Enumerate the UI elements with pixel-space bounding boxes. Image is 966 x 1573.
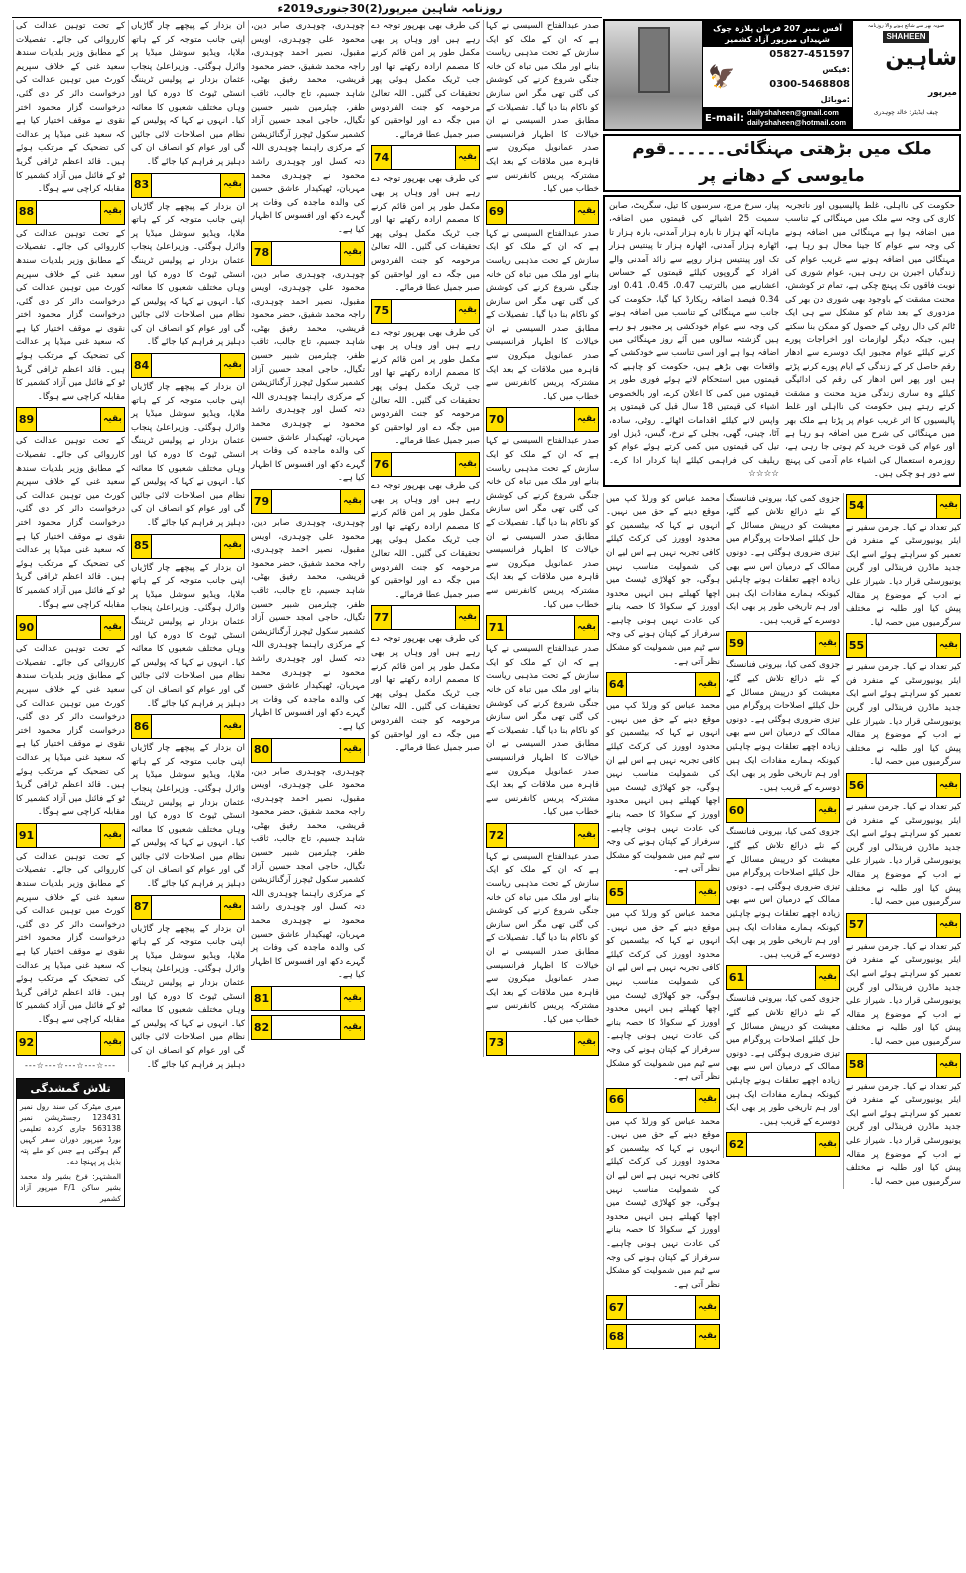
continued-label: بقیہ [455, 300, 479, 323]
continued-label: بقیہ [220, 715, 244, 738]
continued-box [606, 672, 720, 697]
office-address: آفس نمبر 207 فرمان پلازہ چوک شہیداں میرپور آزاد کشمیر [703, 21, 852, 47]
continued-box [131, 353, 245, 378]
article-paragraph: چوہدری، چوہدری صابر دین، محمود علی چوہدری، اویس مقبول، نصیر احمد چوہدری، راجہ محمد شفیق، حضر محمود قریشی، محمد رفیق بھٹی، شاہد جسیم، تاج جالب، ثاقب ظفر، چیئرمین شبیر حسین تگیال، حاجی امجد حسین آزاد کشمیر سکول ٹیچرز آرگنائزیشن کے مرکزی راہنما چوہدری اللہ دتہ کسل اور چوہدری راشد محمود نے چوہدری محمد مہربان، ٹھیکیدار عاشق حسین کی والدہ ماجدہ کی وفات پر گہرے دکھ اور افسوس کا اظہار کیا ہے۔ [251, 766, 365, 981]
article-paragraph: صدر عبدالفتاح السیسی نے کہا ہے کہ ان کے ملک کو ایک سازش کے تحت مذہبی ریاست بنانے اور ملک میں تباہ کن خانہ جنگی شروع کرنے کی کوشش کی گئی تھی مگر اس سازش کو ناکام بنا دیا گیا۔ تفصیلات کے مطابق صدر السیسی نے ان خیالات کا اظہار فرانسیسی صدر عمانویل میکرون سے قاہرہ میں ملاقات کے بعد ایک مشترکہ پریس کانفرنس سے خطاب میں کیا۔ [486, 851, 599, 1025]
continued-box [606, 880, 720, 905]
top-rule [12, 17, 602, 18]
continued-box [726, 965, 840, 990]
continued-number: 83 [132, 174, 152, 197]
continued-box [486, 1031, 599, 1056]
continued-box [251, 738, 365, 763]
article-paragraph: جزوی کمی کیا، بیرونی فنانسنگ کے نئے ذرائع تلاش کیے گئے، معیشت کو درپیش مسائل کے حل کیلئے اصلاحات پروگرام میں تیزی ضروری ہوگئی ہے۔ دونوں ممالک کے درمیان اس سے بھی زیادہ اچھے تعلقات ہونے چاہئیں کیونکہ ہمارے مفادات ایک ہیں اور ہم تاریخی طور پر بھی ایک دوسرے کے قریب ہیں۔ [726, 827, 840, 960]
continued-box [486, 407, 599, 432]
continued-label: بقیہ [220, 354, 244, 377]
continued-label: بقیہ [220, 174, 244, 197]
continued-number: 87 [132, 896, 152, 919]
continued-label: بقیہ [815, 966, 839, 989]
article-paragraph: محمد عباس کو ورلڈ کپ میں موقع دینے کے حق میں نہیں۔ انہوں نے کہا کہ بیٹسمین کو محدود اوورز کی کرکٹ کیلئے کافی تجربہ نہیں ہے اس لیے ان کی شمولیت مناسب نہیں ہوگی، جو کھلاڑی ٹیسٹ میں اچھا کھیلتے ہیں انہیں محدود اوورز کے سکواڈ کا حصہ بنانے کی عادت نہیں ہونی چاہیے۔ سرفراز کے کپتان ہونے کی وجہ سے ٹیم میں شمولیت کو مشکل نظر آتی ہے۔ [606, 1116, 720, 1290]
continued-number: 81 [252, 987, 272, 1010]
article-paragraph: کیر تعداد نے کیا۔ جرمن سفیر نے ایئر یونیورسٹی کے منفرد فن تعمیر کو سراہتے ہوئے اسے ایک جدید ماڈرن فرینڈلی اور گرین یونیورسٹی قرار دیا۔ شیراز علی نے ادب کے موضوع پر مقالہ پیش کیا اور طلبہ نے مختلف سرگرمیوں میں حصہ لیا۔ [846, 802, 961, 908]
continued-number: 82 [252, 1016, 272, 1039]
lead-col-1: حکومت کی نااہلی، غلط پالیسیوں اور ناتجربہ کاری کی وجہ سے ملک میں مہنگائی کے تناسب میں اضافہ ہوا ہے مہنگائی میں اضافہ ہونے کی وجہ سے عوام کا جینا محال ہو رہا ہے، مہنگائی میں اضافہ ہونے سے غریب عوام کی زندگیاں اجیرن بن رہی ہیں، عوام شوری کی نوبت فاقوں تک پہنچ چکی ہے، تمام تر کوشش، محنت مشقت کے باوجود بھی شوری دن بھر کی مزدوری کے بعد شام کو مشکل سے ہی ایک ٹائم کی دال روٹی کے حصول کو ممکن بنا سکتے ہیں، جبکہ دیگر لوازمات اور اخراجات پورے کرنے کیلئے عوام مجبور ایک دوسرے سے ادھار رقم حاصل کر کے زندگی کے ایام پورے کرنے پڑتے ہیں اور پھر اس ادھار کی رقم کی ادائیگی کیلئے وہ ساری زندگی مزید محنت و مشقت کرتے رہتے ہیں حکومت کی نااہلی اور غلط پالیسیوں کا اثر غریب عوام پر پڑتا ہے ملک بھر میں مہنگائی کی شرح میں اضافہ ہو رہا ہے اور عوام کی قوت خرید کم ہوتی جا رہی ہے، روزمرہ استعمال کی اشیاء عام آدمی کی پہنچ سے دور ہو چکی ہیں۔ [785, 201, 955, 480]
email-gmail[interactable]: dailyshaheen@gmail.com [747, 108, 839, 117]
fax-label: فیکس: [822, 65, 850, 74]
continued-label: بقیہ [455, 606, 479, 629]
continued-box [251, 1015, 365, 1040]
continued-label: بقیہ [340, 490, 364, 513]
email-block [703, 107, 852, 129]
article-paragraph: صدر عبدالفتاح السیسی نے کہا ہے کہ ان کے ملک کو ایک سازش کے تحت مذہبی ریاست بنانے اور ملک میں تباہ کن خانہ جنگی شروع کرنے کی کوشش کی گئی تھی مگر اس سازش کو ناکام بنا دیا گیا۔ تفصیلات کے مطابق صدر السیسی نے ان خیالات کا اظہار فرانسیسی صدر عمانویل میکرون سے قاہرہ میں ملاقات کے بعد ایک مشترکہ پریس کانفرنس سے خطاب میں کیا۔ [486, 228, 599, 402]
continued-label: بقیہ [936, 1054, 960, 1077]
text-column [13, 20, 125, 1207]
article-paragraph: ان بزدار کے پیچھے چار گاڑیاں اپنی جانب متوجہ کر کے ہاتھ ملایا، ویڈیو سوشل میڈیا پر وائرل ہوگئی۔ وزیراعلیٰ پنجاب عثمان بزدار نے پولیس ٹریننگ انسٹی ٹیوٹ کا دورہ کیا اور وہاں مختلف شعبوں کا معائنہ کیا۔ انہوں نے کہا کہ پولیس کے نظام میں اصلاحات لائی جائیں گی اور عوام کو انصاف ان کی دہلیز پر فراہم کیا جائے گا۔ [131, 382, 245, 528]
continued-number: 77 [372, 606, 392, 629]
article-paragraph: کیر تعداد نے کیا۔ جرمن سفیر نے ایئر یونیورسٹی کے منفرد فن تعمیر کو سراہتے ہوئے اسے ایک جدید ماڈرن فرینڈلی اور گرین یونیورسٹی قرار دیا۔ شیراز علی نے ادب کے موضوع پر مقالہ پیش کیا اور طلبہ نے مختلف سرگرمیوں میں حصہ لیا۔ [846, 941, 961, 1047]
continued-label: بقیہ [220, 535, 244, 558]
continued-box [726, 631, 840, 656]
missing-notice-title: تلاش گمشدگی [17, 1079, 124, 1099]
continued-label: بقیہ [695, 673, 719, 696]
continued-label: بقیہ [100, 824, 124, 847]
continued-number: 76 [372, 453, 392, 476]
phones [703, 47, 852, 107]
contact-panel [703, 21, 853, 129]
continued-number: 59 [727, 632, 747, 655]
continued-number: 72 [487, 824, 507, 847]
article-paragraph: ان بزدار کے پیچھے چار گاڑیاں اپنی جانب متوجہ کر کے ہاتھ ملایا، ویڈیو سوشل میڈیا پر وائرل ہوگئی۔ وزیراعلیٰ پنجاب عثمان بزدار نے پولیس ٹریننگ انسٹی ٹیوٹ کا دورہ کیا اور وہاں مختلف شعبوں کا معائنہ کیا۔ انہوں نے کہا کہ پولیس کے نظام میں اصلاحات لائی جائیں گی اور عوام کو انصاف ان کی دہلیز پر فراہم کیا جائے گا۔ [131, 201, 245, 348]
article-paragraph: محمد عباس کو ورلڈ کپ میں موقع دینے کے حق میں نہیں۔ انہوں نے کہا کہ بیٹسمین کو محدود اوورز کی کرکٹ کیلئے کافی تجربہ نہیں ہے اس لیے ان کی شمولیت مناسب نہیں ہوگی، جو کھلاڑی ٹیسٹ میں اچھا کھیلتے ہیں انہیں محدود اوورز کے سکواڈ کا حصہ بنانے کی عادت نہیں ہونی چاہیے۔ سرفراز کے کپتان ہونے کی وجہ سے ٹیم میں شمولیت کو مشکل نظر آتی ہے۔ [606, 493, 720, 667]
continued-box [16, 407, 125, 432]
missing-notice [16, 1078, 125, 1207]
continued-number: 90 [17, 616, 37, 639]
continued-number: 60 [727, 799, 747, 822]
continued-box [16, 823, 125, 848]
article-paragraph: کیر تعداد نے کیا۔ جرمن سفیر نے ایئر یونیورسٹی کے منفرد فن تعمیر کو سراہتے ہوئے اسے ایک جدید ماڈرن فرینڈلی اور گرین یونیورسٹی قرار دیا۔ شیراز علی نے ادب کے موضوع پر مقالہ پیش کیا اور طلبہ نے مختلف سرگرمیوں میں حصہ لیا۔ [846, 662, 961, 768]
mobile-line [739, 77, 850, 107]
email-label: E-mail: [705, 112, 745, 124]
article-paragraph: چوہدری، چوہدری صابر دین، محمود علی چوہدری، اویس مقبول، نصیر احمد چوہدری، راجہ محمد شفیق، حضر محمود قریشی، محمد رفیق بھٹی، شاہد جسیم، تاج جالب، ثاقب ظفر، چیئرمین شبیر حسین تگیال، حاجی امجد حسین آزاد کشمیر سکول ٹیچرز آرگنائزیشن کے مرکزی راہنما چوہدری اللہ دتہ کسل اور چوہدری راشد محمود نے چوہدری محمد مہربان، ٹھیکیدار عاشق حسین کی والدہ ماجدہ کی وفات پر گہرے دکھ اور افسوس کا اظہار کیا ہے۔ [251, 21, 365, 235]
text-column [368, 20, 480, 756]
logo-urdu: شاہین میرپور [885, 46, 957, 98]
article-paragraph: کی طرف بھی بھرپور توجہ دے رہے ہیں اور وہاں پر بھی مکمل طور پر امن قائم کرنے کا مصمم ارادہ رکھتے تھا اور جب ٹریک مکمل ہوئی پھر تحقیقات کی گئیں۔ اللہ تعالیٰ مرحومہ کو جنت الفردوس میں جگہ دے اور لواحقین کو صبر جمیل عطا فرمائے۔ [371, 327, 480, 447]
continued-number: 55 [847, 634, 867, 657]
continued-box [486, 615, 599, 640]
text-column [128, 20, 245, 1072]
continued-box [16, 615, 125, 640]
continued-number: 56 [847, 774, 867, 797]
article-paragraph: کی طرف بھی بھرپور توجہ دے رہے ہیں اور وہاں پر بھی مکمل طور پر امن قائم کرنے کا مصمم ارادہ رکھتے تھا اور جب ٹریک مکمل ہوئی پھر تحقیقات کی گئیں۔ اللہ تعالیٰ مرحومہ کو جنت الفردوس میں جگہ دے اور لواحقین کو صبر جمیل عطا فرمائے۔ [371, 174, 480, 294]
continued-label: بقیہ [220, 896, 244, 919]
continued-number: 73 [487, 1032, 507, 1055]
continued-number: 57 [847, 914, 867, 937]
article-paragraph: جزوی کمی کیا، بیرونی فنانسنگ کے نئے ذرائع تلاش کیے گئے، معیشت کو درپیش مسائل کے حل کیلئے اصلاحات پروگرام میں تیزی ضروری ہوگئی ہے۔ دونوں ممالک کے درمیان اس سے بھی زیادہ اچھے تعلقات ہونے چاہئیں کیونکہ ہمارے مفادات ایک ہیں اور ہم تاریخی طور پر بھی ایک دوسرے کے قریب ہیں۔ [726, 660, 840, 793]
continued-label: بقیہ [695, 1089, 719, 1112]
continued-label: بقیہ [695, 1296, 719, 1319]
continued-box [486, 823, 599, 848]
right-section [603, 19, 961, 1350]
fax-line [739, 47, 850, 77]
continued-label: بقیہ [574, 1032, 598, 1055]
continued-box [371, 452, 480, 477]
continued-number: 85 [132, 535, 152, 558]
article-paragraph: کیر تعداد نے کیا۔ جرمن سفیر نے ایئر یونیورسٹی کے منفرد فن تعمیر کو سراہتے ہوئے اسے ایک جدید ماڈرن فرینڈلی اور گرین یونیورسٹی قرار دیا۔ شیراز علی نے ادب کے موضوع پر مقالہ پیش کیا اور طلبہ نے مختلف سرگرمیوں میں حصہ لیا۔ [846, 522, 961, 628]
continued-box [846, 494, 961, 519]
left-columns [13, 20, 599, 1207]
continued-label: بقیہ [100, 201, 124, 224]
continued-number: 91 [17, 824, 37, 847]
article-paragraph: چوہدری، چوہدری صابر دین، محمود علی چوہدری، اویس مقبول، نصیر احمد چوہدری، راجہ محمد شفیق، حضر محمود قریشی، محمد رفیق بھٹی، شاہد جسیم، تاج جالب، ثاقب ظفر، چیئرمین شبیر حسین تگیال، حاجی امجد حسین آزاد کشمیر سکول ٹیچرز آرگنائزیشن کے مرکزی راہنما چوہدری اللہ دتہ کسل اور چوہدری راشد محمود نے چوہدری محمد مہربان، ٹھیکیدار عاشق حسین کی والدہ ماجدہ کی وفات پر گہرے دکھ اور افسوس کا اظہار کیا ہے۔ [251, 269, 365, 484]
continued-label: بقیہ [574, 201, 598, 224]
continued-box [606, 1324, 720, 1349]
text-column [483, 20, 599, 1057]
article-paragraph: کی طرف بھی بھرپور توجہ دے رہے ہیں اور وہاں پر بھی مکمل طور پر امن قائم کرنے کا مصمم ارادہ رکھتے تھا اور جب ٹریک مکمل ہوئی پھر تحقیقات کی گئیں۔ اللہ تعالیٰ مرحومہ کو جنت الفردوس میں جگہ دے اور لواحقین کو صبر جمیل عطا فرمائے۔ [371, 21, 480, 140]
article-paragraph: ان بزدار کے پیچھے چار گاڑیاں اپنی جانب متوجہ کر کے ہاتھ ملایا، ویڈیو سوشل میڈیا پر وائرل ہوگئی۔ وزیراعلیٰ پنجاب عثمان بزدار نے پولیس ٹریننگ انسٹی ٹیوٹ کا دورہ کیا اور وہاں مختلف شعبوں کا معائنہ کیا۔ انہوں نے کہا کہ پولیس کے نظام میں اصلاحات لائی جائیں گی اور عوام کو انصاف ان کی دہلیز پر فراہم کیا جائے گا۔ [131, 743, 245, 890]
continued-box [251, 489, 365, 514]
continued-box [16, 1031, 125, 1056]
continued-number: 54 [847, 495, 867, 518]
continued-label: بقیہ [695, 1325, 719, 1348]
continued-label: بقیہ [100, 408, 124, 431]
continued-label: بقیہ [936, 914, 960, 937]
article-paragraph: کی طرف بھی بھرپور توجہ دے رہے ہیں اور وہاں پر بھی مکمل طور پر امن قائم کرنے کا مصمم ارادہ رکھتے تھا اور جب ٹریک مکمل ہوئی پھر تحقیقات کی گئیں۔ اللہ تعالیٰ مرحومہ کو جنت الفردوس میں جگہ دے اور لواحقین کو صبر جمیل عطا فرمائے۔ [371, 481, 480, 600]
continued-box [131, 173, 245, 198]
article-paragraph: صدر عبدالفتاح السیسی نے کہا ہے کہ ان کے ملک کو ایک سازش کے تحت مذہبی ریاست بنانے اور ملک میں تباہ کن خانہ جنگی شروع کرنے کی کوشش کی گئی تھی مگر اس سازش کو ناکام بنا دیا گیا۔ تفصیلات کے مطابق صدر السیسی نے ان خیالات کا اظہار فرانسیسی صدر عمانویل میکرون سے قاہرہ میں ملاقات کے بعد ایک مشترکہ پریس کانفرنس سے خطاب میں کیا۔ [486, 644, 599, 818]
article-paragraph: ان بزدار کے پیچھے چار گاڑیاں اپنی جانب متوجہ کر کے ہاتھ ملایا، ویڈیو سوشل میڈیا پر وائرل ہوگئی۔ وزیراعلیٰ پنجاب عثمان بزدار نے پولیس ٹریننگ انسٹی ٹیوٹ کا دورہ کیا اور وہاں مختلف شعبوں کا معائنہ کیا۔ انہوں نے کہا کہ پولیس کے نظام میں اصلاحات لائی جائیں گی اور عوام کو انصاف ان کی دہلیز پر فراہم کیا جائے گا۔ [131, 21, 245, 167]
continued-label: بقیہ [455, 453, 479, 476]
right-columns [603, 493, 961, 1351]
article-paragraph: جزوی کمی کیا، بیرونی فنانسنگ کے نئے ذرائع تلاش کیے گئے، معیشت کو درپیش مسائل کے حل کیلئے اصلاحات پروگرام میں تیزی ضروری ہوگئی ہے۔ دونوں ممالک کے درمیان اس سے بھی زیادہ اچھے تعلقات ہونے چاہئیں کیونکہ ہمارے مفادات ایک ہیں اور ہم تاریخی طور پر بھی ایک دوسرے کے قریب ہیں۔ [726, 493, 840, 626]
continued-label: بقیہ [936, 634, 960, 657]
continued-box [846, 913, 961, 938]
main-headline: ملک میں بڑھتی مہنگائی۔۔۔۔۔۔قوم مایوسی کے دھانے پر [603, 134, 961, 192]
continued-number: 74 [372, 146, 392, 169]
continued-label: بقیہ [815, 632, 839, 655]
continued-box [131, 714, 245, 739]
continued-label: بقیہ [815, 799, 839, 822]
mobile-label: موبائل: [820, 95, 850, 104]
article-paragraph: کی طرف بھی بھرپور توجہ دے رہے ہیں اور وہاں پر بھی مکمل طور پر امن قائم کرنے کا مصمم ارادہ رکھتے تھا اور جب ٹریک مکمل ہوئی پھر تحقیقات کی گئیں۔ اللہ تعالیٰ مرحومہ کو جنت الفردوس میں جگہ دے اور لواحقین کو صبر جمیل عطا فرمائے۔ [371, 634, 480, 754]
continued-label: بقیہ [100, 616, 124, 639]
email-hotmail[interactable]: dailyshaheen@hotmail.com [747, 118, 847, 127]
article-paragraph: محمد عباس کو ورلڈ کپ میں موقع دینے کے حق میں نہیں۔ انہوں نے کہا کہ بیٹسمین کو محدود اوورز کی کرکٹ کیلئے کافی تجربہ نہیں ہے اس لیے ان کی شمولیت مناسب نہیں ہوگی، جو کھلاڑی ٹیسٹ میں اچھا کھیلتے ہیں انہیں محدود اوورز کے سکواڈ کا حصہ بنانے کی عادت نہیں ہونی چاہیے۔ سرفراز کے کپتان ہونے کی وجہ سے ٹیم میں شمولیت کو مشکل نظر آتی ہے۔ [606, 701, 720, 875]
continued-box [726, 798, 840, 823]
article-paragraph: ان بزدار کے پیچھے چار گاڑیاں اپنی جانب متوجہ کر کے ہاتھ ملایا، ویڈیو سوشل میڈیا پر وائرل ہوگئی۔ وزیراعلیٰ پنجاب عثمان بزدار نے پولیس ٹریننگ انسٹی ٹیوٹ کا دورہ کیا اور وہاں مختلف شعبوں کا معائنہ کیا۔ انہوں نے کہا کہ پولیس کے نظام میں اصلاحات لائی جائیں گی اور عوام کو انصاف ان کی دہلیز پر فراہم کیا جائے گا۔ [131, 562, 245, 709]
article-paragraph: کے تحت توہین عدالت کی کارروائی کی جائے۔ تفصیلات کے مطابق وزیر بلدیات سندھ سعید غنی کے خلاف سپریم کورٹ میں توہین عدالت کی درخواست دائر کر دی گئی، درخواست گزار محمود اختر نقوی نے موقف اختیار کیا ہے کہ سعید غنی میڈیا پر عدالت کی تضحیک کے مرتکب ہوئے ہیں۔ قائد اعظم ٹرافی گریڈ ٹو کے فائنل میں آزاد کشمیر کا مقابلہ کراچی سے ہوگا۔ [16, 644, 125, 818]
logo-tagline: صوبہ بھر سے شائع ہونے والا روزنامہ [867, 23, 945, 29]
continued-box [251, 986, 365, 1011]
continued-box [486, 200, 599, 225]
continued-number: 89 [17, 408, 37, 431]
continued-number: 86 [132, 715, 152, 738]
continued-label: بقیہ [340, 739, 364, 762]
dateline: روزنامہ شاہین میرپور(2)30جنوری2019ء [277, 2, 503, 15]
continued-box [846, 773, 961, 798]
continued-number: 80 [252, 739, 272, 762]
continued-box [131, 895, 245, 920]
continued-number: 67 [607, 1296, 627, 1319]
continued-number: 69 [487, 201, 507, 224]
article-paragraph: جزوی کمی کیا، بیرونی فنانسنگ کے نئے ذرائع تلاش کیے گئے، معیشت کو درپیش مسائل کے حل کیلئے اصلاحات پروگرام میں تیزی ضروری ہوگئی ہے۔ دونوں ممالک کے درمیان اس سے بھی زیادہ اچھے تعلقات ہونے چاہئیں کیونکہ ہمارے مفادات ایک ہیں اور ہم تاریخی طور پر بھی ایک دوسرے کے قریب ہیں۔ [726, 994, 840, 1127]
continued-label: بقیہ [340, 1016, 364, 1039]
continued-number: 68 [607, 1325, 627, 1348]
continued-box [16, 200, 125, 225]
continued-number: 84 [132, 354, 152, 377]
continued-box [846, 1053, 961, 1078]
article-paragraph: صدر عبدالفتاح السیسی نے کہا ہے کہ ان کے ملک کو ایک سازش کے تحت مذہبی ریاست بنانے اور ملک میں تباہ کن خانہ جنگی شروع کرنے کی کوشش کی گئی تھی مگر اس سازش کو ناکام بنا دیا گیا۔ تفصیلات کے مطابق صدر السیسی نے ان خیالات کا اظہار فرانسیسی صدر عمانویل میکرون سے قاہرہ میں ملاقات کے بعد ایک مشترکہ پریس کانفرنس سے خطاب میں کیا۔ [486, 21, 599, 195]
continued-box [371, 605, 480, 630]
article-paragraph: محمد عباس کو ورلڈ کپ میں موقع دینے کے حق میں نہیں۔ انہوں نے کہا کہ بیٹسمین کو محدود اوورز کی کرکٹ کیلئے کافی تجربہ نہیں ہے اس لیے ان کی شمولیت مناسب نہیں ہوگی، جو کھلاڑی ٹیسٹ میں اچھا کھیلتے ہیں انہیں محدود اوورز کے سکواڈ کا حصہ بنانے کی عادت نہیں ہونی چاہیے۔ سرفراز کے کپتان ہونے کی وجہ سے ٹیم میں شمولیت کو مشکل نظر آتی ہے۔ [606, 908, 720, 1083]
text-column [248, 20, 365, 1041]
star-divider: ---☆---☆---☆---☆--- [25, 1060, 116, 1070]
continued-box [606, 1088, 720, 1113]
article-paragraph: ان بزدار کے پیچھے چار گاڑیاں اپنی جانب متوجہ کر کے ہاتھ ملایا، ویڈیو سوشل میڈیا پر وائرل ہوگئی۔ وزیراعلیٰ پنجاب عثمان بزدار نے پولیس ٹریننگ انسٹی ٹیوٹ کا دورہ کیا اور وہاں مختلف شعبوں کا معائنہ کیا۔ انہوں نے کہا کہ پولیس کے نظام میں اصلاحات لائی جائیں گی اور عوام کو انصاف ان کی دہلیز پر فراہم کیا جائے گا۔ [131, 923, 245, 1070]
continued-box [131, 534, 245, 559]
missing-notice-signature: المشتہر: فرخ بشیر ولد محمد بشیر ساکن F/1 میرپور آزاد کشمیر [20, 1171, 122, 1203]
continued-number: 65 [607, 881, 627, 904]
continued-number: 70 [487, 408, 507, 431]
article-paragraph: کے تحت توہین عدالت کی کارروائی کی جائے۔ تفصیلات کے مطابق وزیر بلدیات سندھ سعید غنی کے خلاف سپریم کورٹ میں توہین عدالت کی درخواست دائر کر دی گئی، درخواست گزار محمود اختر نقوی نے موقف اختیار کیا ہے کہ سعید غنی میڈیا پر عدالت کی تضحیک کے مرتکب ہوئے ہیں۔ قائد اعظم ٹرافی گریڈ ٹو کے فائنل میں آزاد کشمیر کا مقابلہ کراچی سے ہوگا۔ [16, 228, 125, 402]
continued-box [371, 145, 480, 170]
logo-english: SHAHEEN [883, 31, 928, 43]
missing-notice-body: میری میٹرک کی سند رول نمبر 123431 رجسٹریشن نمبر 563138 جاری کردہ تعلیمی بورڈ میرپور دوران سفر کہیں گم ہوگئی ہے جس کو ملے پتہ بذیل پر پہنچا دے۔ المشتہر: فرخ بشیر ولد محمد بشیر ساکن F/1 میرپور آزاد کشمیر [20, 1101, 122, 1203]
mobile-number: 0300-5468808 [769, 79, 850, 90]
continued-label: بقیہ [574, 408, 598, 431]
fax-number: 05827-451597 [769, 49, 850, 60]
continued-number: 79 [252, 490, 272, 513]
continued-number: 66 [607, 1089, 627, 1112]
continued-label: بقیہ [340, 242, 364, 265]
text-column [723, 493, 840, 1159]
article-paragraph: صدر عبدالفتاح السیسی نے کہا ہے کہ ان کے ملک کو ایک سازش کے تحت مذہبی ریاست بنانے اور ملک میں تباہ کن خانہ جنگی شروع کرنے کی کوشش کی گئی تھی مگر اس سازش کو ناکام بنا دیا گیا۔ تفصیلات کے مطابق صدر السیسی نے ان خیالات کا اظہار فرانسیسی صدر عمانویل میکرون سے قاہرہ میں ملاقات کے بعد ایک مشترکہ پریس کانفرنس سے خطاب میں کیا۔ [486, 436, 599, 610]
article-paragraph: چوہدری، چوہدری صابر دین، محمود علی چوہدری، اویس مقبول، نصیر احمد چوہدری، راجہ محمد شفیق، حضر محمود قریشی، محمد رفیق بھٹی، شاہد جسیم، تاج جالب، ثاقب ظفر، چیئرمین شبیر حسین تگیال، حاجی امجد حسین آزاد کشمیر سکول ٹیچرز آرگنائزیشن کے مرکزی راہنما چوہدری اللہ دتہ کسل اور چوہدری راشد محمود نے چوہدری محمد مہربان، ٹھیکیدار عاشق حسین کی والدہ ماجدہ کی وفات پر گہرے دکھ اور افسوس کا اظہار کیا ہے۔ [251, 518, 365, 732]
chief-editor: چیف ایڈیٹر: خالد چوہدری [873, 109, 939, 116]
text-column [603, 493, 720, 1351]
text-column [843, 493, 961, 1190]
continued-number: 71 [487, 616, 507, 639]
continued-label: بقیہ [936, 774, 960, 797]
continued-number: 92 [17, 1032, 37, 1055]
continued-label: بقیہ [340, 987, 364, 1010]
continued-box [606, 1295, 720, 1320]
lead-story [603, 195, 961, 487]
continued-number: 88 [17, 201, 37, 224]
continued-number: 58 [847, 1054, 867, 1077]
masthead-box [603, 19, 961, 131]
continued-label: بقیہ [574, 616, 598, 639]
article-paragraph: کے تحت توہین عدالت کی کارروائی کی جائے۔ تفصیلات کے مطابق وزیر بلدیات سندھ سعید غنی کے خلاف سپریم کورٹ میں توہین عدالت کی درخواست دائر کر دی گئی، درخواست گزار محمود اختر نقوی نے موقف اختیار کیا ہے کہ سعید غنی میڈیا پر عدالت کی تضحیک کے مرتکب ہوئے ہیں۔ قائد اعظم ٹرافی گریڈ ٹو کے فائنل میں آزاد کشمیر کا مقابلہ کراچی سے ہوگا۔ [16, 851, 125, 1025]
continued-number: 64 [607, 673, 627, 696]
continued-number: 75 [372, 300, 392, 323]
continued-box [371, 299, 480, 324]
continued-label: بقیہ [936, 495, 960, 518]
continued-label: بقیہ [695, 881, 719, 904]
article-paragraph: کے تحت توہین عدالت کی کارروائی کی جائے۔ تفصیلات کے مطابق وزیر بلدیات سندھ سعید غنی کے خلاف سپریم کورٹ میں توہین عدالت کی درخواست دائر کر دی گئی، درخواست گزار محمود اختر نقوی نے موقف اختیار کیا ہے کہ سعید غنی میڈیا پر عدالت کی تضحیک کے مرتکب ہوئے ہیں۔ قائد اعظم ٹرافی گریڈ ٹو کے فائنل میں آزاد کشمیر کا مقابلہ کراچی سے ہوگا۔ [16, 21, 125, 195]
continued-box [846, 633, 961, 658]
continued-number: 78 [252, 242, 272, 265]
continued-box [726, 1132, 840, 1157]
eagle-icon: 🦅 [708, 64, 736, 90]
continued-number: 61 [727, 966, 747, 989]
newspaper-logo [853, 21, 959, 129]
continued-number: 62 [727, 1133, 747, 1156]
lead-col-2: پیاز، سرخ مرچ، سرسوں کا تیل، سگریٹ، صابن سمیت 25 اشیائے کی قیمتوں میں اضافہ، ماہانہ آٹھ ہزار تا بارہ ہزار آمدنی، بارہ ہزار تا اٹھارہ ہزار آمدنی، اٹھارہ ہزار تا پینتیس ہزار تک اور پینتیس ہزار روپے سے زائد آمدنی والے افراد کے گروپوں کیلئے قیمتوں کے حساس اعشاریے میں بالترتیب 0.47، 0.45، 0.41 اور 0.34 فیصد اضافہ ریکارڈ کیا گیا، حکومت کی جانب سے مہنگائی کے تناسب میں اضافہ ہونے کی وجہ سے عوام خودکشی پر مجبور ہو رہے ہیں گزشتہ سالوں میں آئے روز مہنگائی میں اضافہ ہوا ہے اور اسی تناسب سے خودکشی کے واقعات بھی بڑھے ہیں، حکومت کو چاہیے کہ قیمتوں میں استحکام لاتے ہوئے فوری طور پر قیمتوں میں کمی کا اعلان کرے، اور بالخصوص اشیاء کی قیمتیں 18 سال قبل کی قیمتوں پر واپس لانے کیلئے اقدامات اٹھائے۔ روٹی، سادہ، آٹا، چینی، گھی، بجلی کے نرخ، گیس، ڈیزل اور تیل کی قیمتوں میں کمی کرتے ہوئے عوام کو ریلیف کی فراہمی کیلئے اپنا کردار ادا کرے۔ ☆☆☆☆ [609, 201, 780, 480]
article-paragraph: کے تحت توہین عدالت کی کارروائی کی جائے۔ تفصیلات کے مطابق وزیر بلدیات سندھ سعید غنی کے خلاف سپریم کورٹ میں توہین عدالت کی درخواست دائر کر دی گئی، درخواست گزار محمود اختر نقوی نے موقف اختیار کیا ہے کہ سعید غنی میڈیا پر عدالت کی تضحیک کے مرتکب ہوئے ہیں۔ قائد اعظم ٹرافی گریڈ ٹو کے فائنل میں آزاد کشمیر کا مقابلہ کراچی سے ہوگا۔ [16, 436, 125, 610]
continued-label: بقیہ [100, 1032, 124, 1055]
tower-shape [638, 27, 670, 93]
article-paragraph: کیر تعداد نے کیا۔ جرمن سفیر نے ایئر یونیورسٹی کے منفرد فن تعمیر کو سراہتے ہوئے اسے ایک جدید ماڈرن فرینڈلی اور گرین یونیورسٹی قرار دیا۔ شیراز علی نے ادب کے موضوع پر مقالہ پیش کیا اور طلبہ نے مختلف سرگرمیوں میں حصہ لیا۔ [846, 1081, 961, 1187]
continued-box [251, 241, 365, 266]
continued-label: بقیہ [574, 824, 598, 847]
continued-label: بقیہ [455, 146, 479, 169]
clock-tower-photo [605, 21, 703, 129]
continued-label: بقیہ [815, 1133, 839, 1156]
